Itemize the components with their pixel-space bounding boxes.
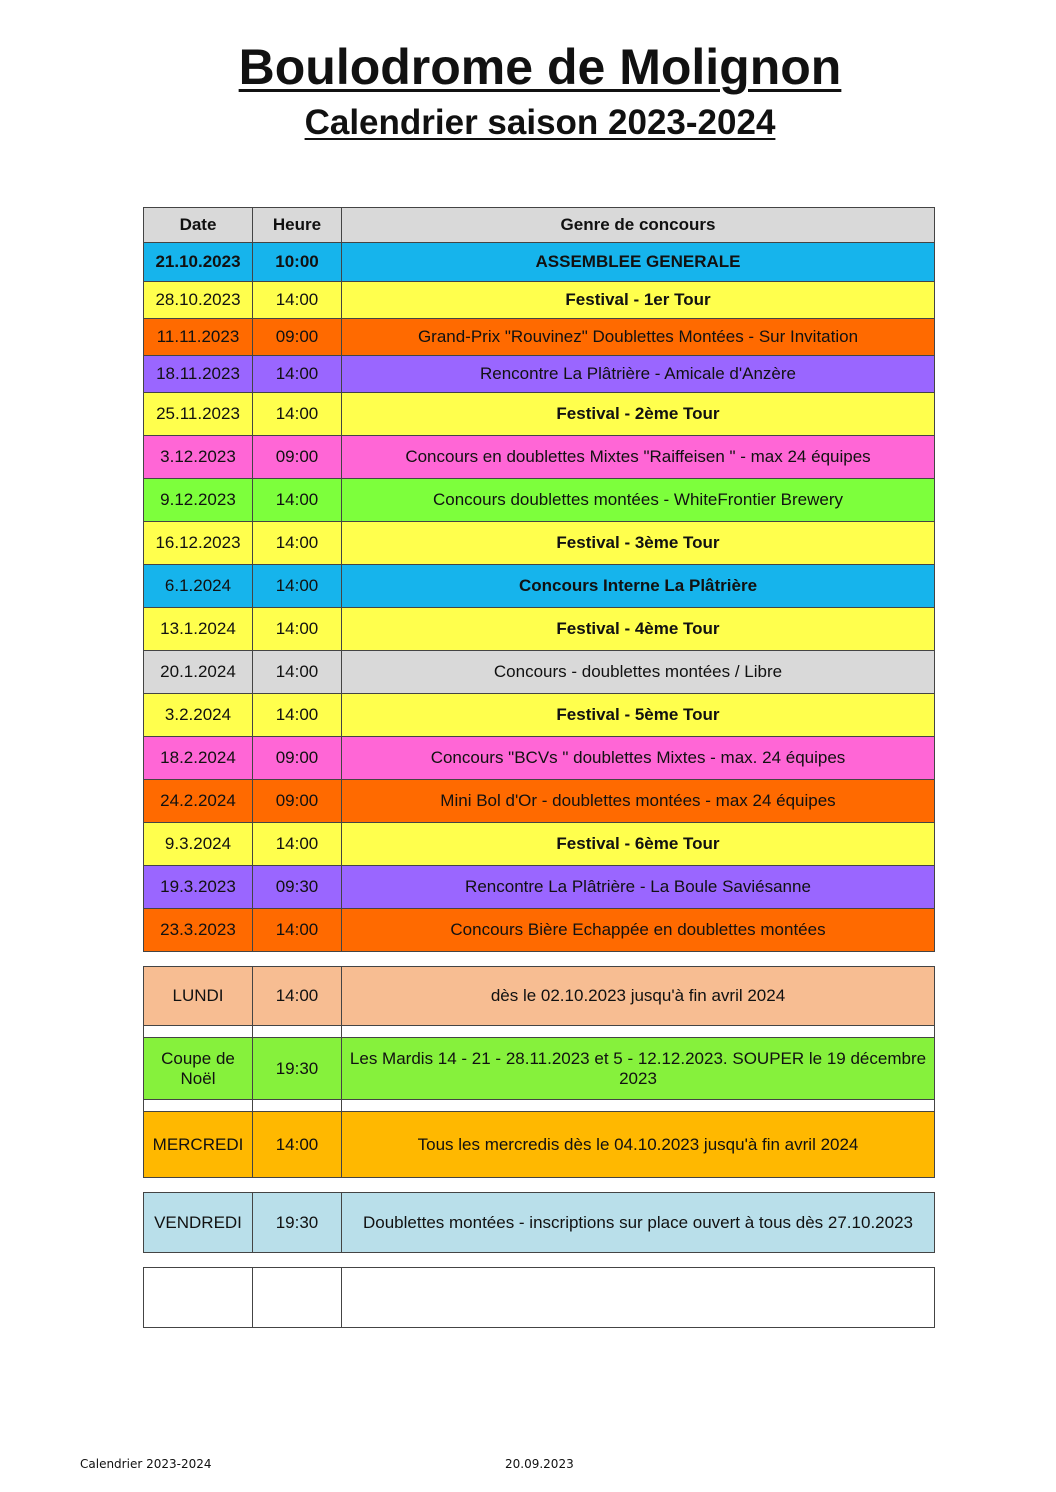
event-row (144, 282, 935, 319)
spacer (144, 1178, 935, 1193)
recurring-text: dès le 02.10.2023 jusqu'à fin avril 2024 (342, 967, 935, 1026)
recurring-text: Doublettes montées - inscriptions sur place ouvert à tous dès 27.10.2023 (342, 1193, 935, 1253)
event-row (144, 565, 935, 608)
header-genre: Genre de concours (342, 208, 935, 243)
event-genre: Festival - 5ème Tour (342, 694, 935, 737)
event-time: 10:00 (253, 243, 342, 282)
empty-row (144, 1268, 935, 1328)
event-time: 14:00 (253, 522, 342, 565)
event-date: 13.1.2024 (144, 608, 253, 651)
footer-label: Calendrier 2023-2024 (80, 1457, 212, 1471)
event-row (144, 694, 935, 737)
event-row (144, 356, 935, 393)
recurring-day: LUNDI (144, 967, 253, 1026)
recurring-day: Coupe de Noël (144, 1038, 253, 1100)
event-date: 25.11.2023 (144, 393, 253, 436)
event-time: 14:00 (253, 356, 342, 393)
event-date: 11.11.2023 (144, 319, 253, 356)
event-row (144, 823, 935, 866)
recurring-row (144, 1038, 935, 1100)
event-time: 14:00 (253, 479, 342, 522)
footer-date: 20.09.2023 (505, 1457, 574, 1471)
event-time: 14:00 (253, 282, 342, 319)
event-time: 14:00 (253, 608, 342, 651)
event-date: 9.12.2023 (144, 479, 253, 522)
page-subtitle: Calendrier saison 2023-2024 (304, 103, 776, 142)
event-genre: Concours Bière Echappée en doublettes montées (342, 909, 935, 952)
event-date: 16.12.2023 (144, 522, 253, 565)
event-row (144, 393, 935, 436)
event-date: 9.3.2024 (144, 823, 253, 866)
empty-cell (144, 1268, 253, 1328)
event-row (144, 780, 935, 823)
event-date: 19.3.2023 (144, 866, 253, 909)
event-date: 23.3.2023 (144, 909, 253, 952)
event-time: 09:00 (253, 319, 342, 356)
empty-cell (253, 1268, 342, 1328)
event-row (144, 243, 935, 282)
recurring-day: MERCREDI (144, 1112, 253, 1178)
event-date: 3.2.2024 (144, 694, 253, 737)
event-genre: Concours "BCVs " doublettes Mixtes - max. 24 équipes (342, 737, 935, 780)
event-time: 14:00 (253, 823, 342, 866)
event-row (144, 479, 935, 522)
event-genre: Concours Interne La Plâtrière (342, 565, 935, 608)
event-date: 20.1.2024 (144, 651, 253, 694)
event-row (144, 436, 935, 479)
event-genre: Grand-Prix "Rouvinez" Doublettes Montées - Sur Invitation (342, 319, 935, 356)
event-row (144, 651, 935, 694)
spacer (144, 1253, 935, 1268)
event-genre: Rencontre La Plâtrière - Amicale d'Anzère (342, 356, 935, 393)
spacer (144, 1100, 935, 1112)
recurring-row (144, 1193, 935, 1253)
event-genre: ASSEMBLEE GENERALE (342, 243, 935, 282)
event-row (144, 866, 935, 909)
event-date: 28.10.2023 (144, 282, 253, 319)
event-genre: Concours en doublettes Mixtes "Raiffeisen " - max 24 équipes (342, 436, 935, 479)
event-time: 09:00 (253, 737, 342, 780)
event-time: 14:00 (253, 651, 342, 694)
event-genre: Festival - 4ème Tour (342, 608, 935, 651)
event-genre: Mini Bol d'Or - doublettes montées - max 24 équipes (342, 780, 935, 823)
spacer (144, 952, 935, 967)
empty-cell (342, 1268, 935, 1328)
event-row (144, 737, 935, 780)
recurring-time: 19:30 (253, 1193, 342, 1253)
event-time: 14:00 (253, 909, 342, 952)
event-date: 24.2.2024 (144, 780, 253, 823)
event-genre: Festival - 6ème Tour (342, 823, 935, 866)
event-date: 18.11.2023 (144, 356, 253, 393)
header-time: Heure (253, 208, 342, 243)
header-date: Date (144, 208, 253, 243)
event-genre: Festival - 2ème Tour (342, 393, 935, 436)
event-time: 09:00 (253, 436, 342, 479)
recurring-time: 14:00 (253, 967, 342, 1026)
event-row (144, 522, 935, 565)
spacer (144, 1026, 935, 1038)
recurring-row (144, 1112, 935, 1178)
event-time: 09:00 (253, 780, 342, 823)
recurring-time: 14:00 (253, 1112, 342, 1178)
event-row (144, 608, 935, 651)
event-genre: Concours - doublettes montées / Libre (342, 651, 935, 694)
recurring-text: Tous les mercredis dès le 04.10.2023 jusqu'à fin avril 2024 (342, 1112, 935, 1178)
event-time: 14:00 (253, 565, 342, 608)
event-row (144, 909, 935, 952)
event-time: 09:30 (253, 866, 342, 909)
event-time: 14:00 (253, 694, 342, 737)
event-date: 18.2.2024 (144, 737, 253, 780)
event-date: 21.10.2023 (144, 243, 253, 282)
event-row (144, 319, 935, 356)
recurring-day: VENDREDI (144, 1193, 253, 1253)
event-genre: Festival - 1er Tour (342, 282, 935, 319)
event-genre: Concours doublettes montées - WhiteFrontier Brewery (342, 479, 935, 522)
event-date: 3.12.2023 (144, 436, 253, 479)
event-genre: Festival - 3ème Tour (342, 522, 935, 565)
recurring-text: Les Mardis 14 - 21 - 28.11.2023 et 5 - 12.12.2023. SOUPER le 19 décembre 2023 (342, 1038, 935, 1100)
event-genre: Rencontre La Plâtrière - La Boule Saviésanne (342, 866, 935, 909)
page-title: Boulodrome de Molignon (238, 39, 842, 95)
recurring-time: 19:30 (253, 1038, 342, 1100)
calendar-table (143, 207, 935, 1328)
event-time: 14:00 (253, 393, 342, 436)
event-date: 6.1.2024 (144, 565, 253, 608)
recurring-row (144, 967, 935, 1026)
header-row (144, 208, 935, 243)
